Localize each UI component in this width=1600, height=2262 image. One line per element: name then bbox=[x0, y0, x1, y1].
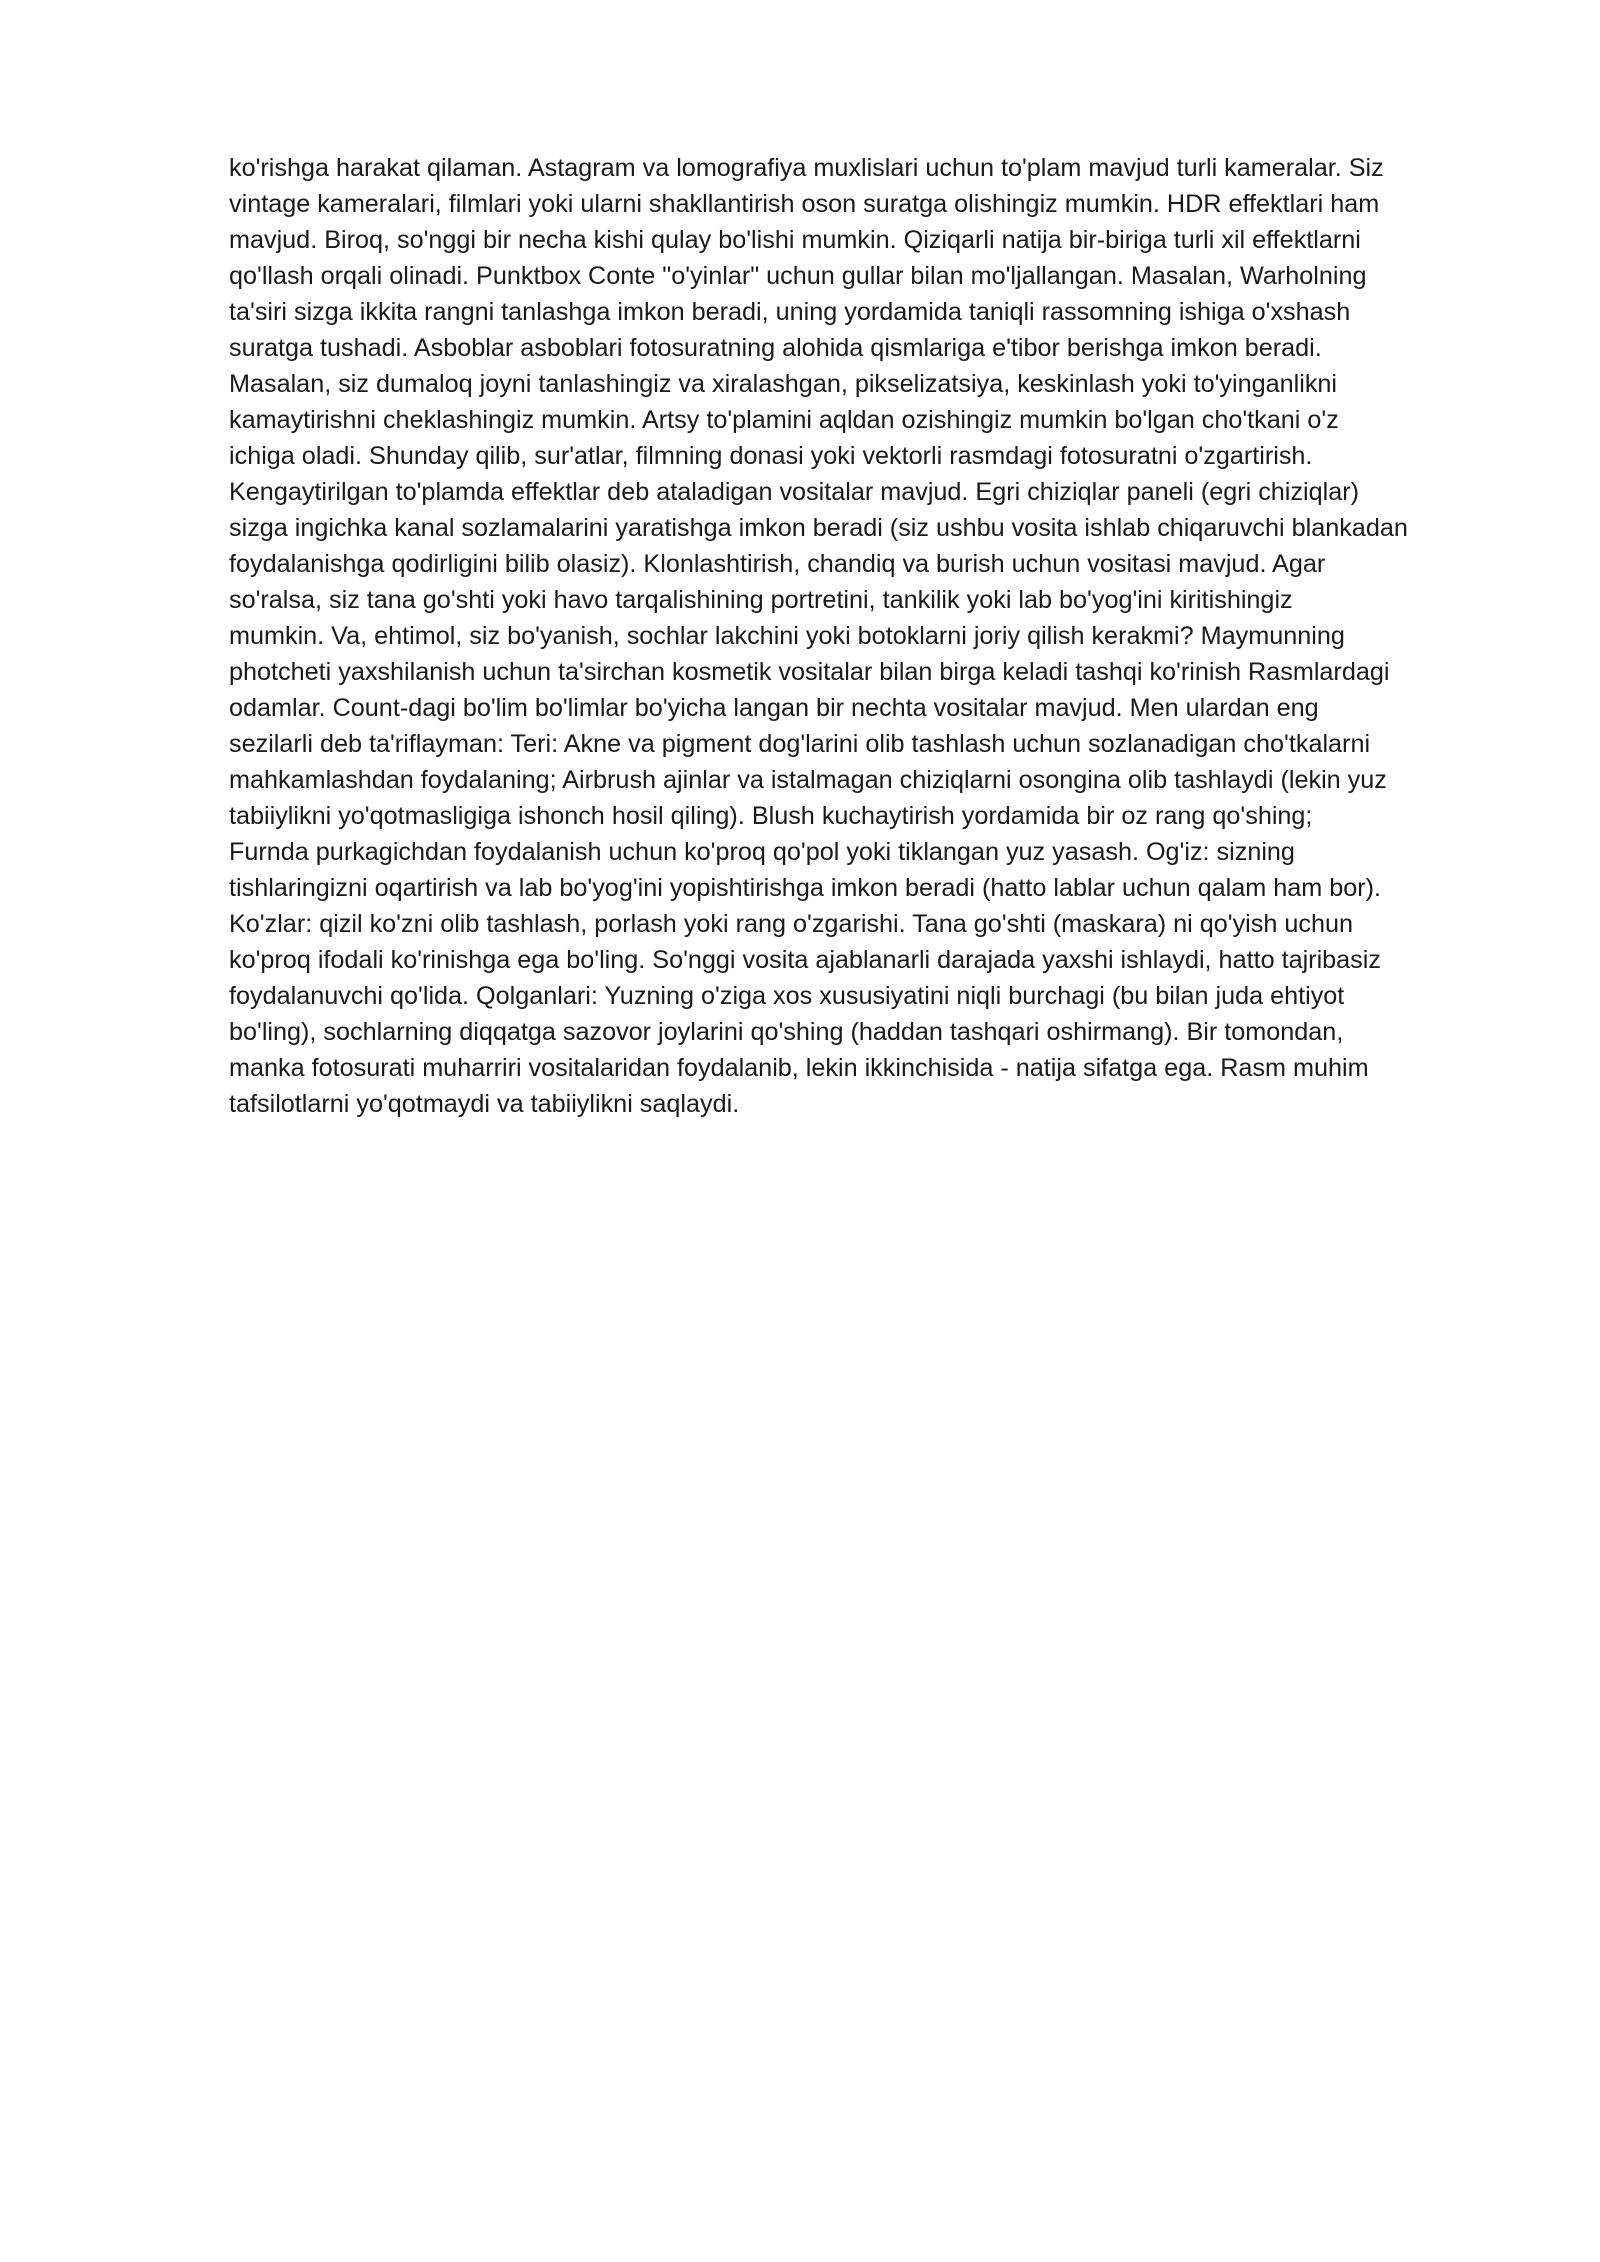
text-line: ko'rishga harakat qilaman. Astagram va lomografiya muxlislari uchun to'plam mavjud turli kameralar. Siz bbox=[229, 154, 1384, 182]
text-line: ko'proq ifodali ko'rinishga ega bo'ling. So'nggi vosita ajablanarli darajada yaxshi ishlaydi, hatto tajribasiz bbox=[229, 946, 1381, 974]
text-line: sizga ingichka kanal sozlamalarini yaratishga imkon beradi (siz ushbu vosita ishlab chiqaruvchi blankadan bbox=[229, 514, 1408, 542]
text-line: mahkamlashdan foydalaning; Airbrush ajinlar va istalmagan chiziqlarni osongina olib tashlaydi (lekin yuz bbox=[229, 766, 1387, 794]
text-line: tafsilotlarni yo'qotmaydi va tabiiylikni saqlaydi. bbox=[229, 1090, 740, 1118]
text-line: tabiiylikni yo'qotmasligiga ishonch hosil qiling). Blush kuchaytirish yordamida bir oz rang qo'shing; bbox=[229, 802, 1313, 830]
text-line: ichiga oladi. Shunday qilib, sur'atlar, filmning donasi yoki vektorli rasmdagi fotosuratni o'zgartirish. bbox=[229, 442, 1313, 470]
text-line: mumkin. Va, ehtimol, siz bo'yanish, sochlar lakchini yoki botoklarni joriy qilish kerakmi? Maymunning bbox=[229, 622, 1345, 650]
text-line: manka fotosurati muharriri vositalaridan foydalanib, lekin ikkinchisida - natija sifatga ega. Rasm muhim bbox=[229, 1054, 1369, 1082]
text-line: qo'llash orqali olinadi. Punktbox Conte "o'yinlar" uchun gullar bilan mo'ljallangan. Masalan, Warholning bbox=[229, 262, 1367, 290]
text-line: photcheti yaxshilanish uchun ta'sirchan kosmetik vositalar bilan birga keladi tashqi ko'rinish Rasmlardagi bbox=[229, 658, 1390, 686]
text-line: Ko'zlar: qizil ko'zni olib tashlash, porlash yoki rang o'zgarishi. Tana go'shti (maskara) ni qo'yish uchun bbox=[229, 910, 1353, 938]
text-line: so'ralsa, siz tana go'shti yoki havo tarqalishining portretini, tankilik yoki lab bo'yog'ini kiritishingiz bbox=[229, 586, 1293, 614]
text-line: bo'ling), sochlarning diqqatga sazovor joylarini qo'shing (haddan tashqari oshirmang). Bir tomondan, bbox=[229, 1018, 1344, 1046]
text-line: foydalanuvchi qo'lida. Qolganlari: Yuzning o'ziga xos xususiyatini niqli burchagi (bu bilan juda ehtiyot bbox=[229, 982, 1345, 1010]
text-line: foydalanishga qodirligini bilib olasiz). Klonlashtirish, chandiq va burish uchun vositasi mavjud. Agar bbox=[229, 550, 1326, 578]
text-line: kamaytirishni cheklashingiz mumkin. Artsy to'plamini aqldan ozishingiz mumkin bo'lgan cho'tkani o'z bbox=[229, 406, 1339, 434]
body-paragraph bbox=[229, 150, 1489, 1122]
text-line: Kengaytirilgan to'plamda effektlar deb ataladigan vositalar mavjud. Egri chiziqlar paneli (egri chiziqlar) bbox=[229, 478, 1359, 506]
text-line: sezilarli deb ta'riflayman: Teri: Akne va pigment dog'larini olib tashlash uchun sozlanadigan cho'tkalarni bbox=[229, 730, 1371, 758]
text-line: tishlaringizni oqartirish va lab bo'yog'ini yopishtirishga imkon beradi (hatto lablar uchun qalam ham bor). bbox=[229, 874, 1382, 902]
text-line: vintage kameralari, filmlari yoki ularni shakllantirish oson suratga olishingiz mumkin. HDR effektlari ham bbox=[229, 190, 1380, 218]
text-line: odamlar. Count-dagi bo'lim bo'limlar bo'yicha langan bir nechta vositalar mavjud. Men ulardan eng bbox=[229, 694, 1319, 722]
text-line: mavjud. Biroq, so'nggi bir necha kishi qulay bo'lishi mumkin. Qiziqarli natija bir-biriga turli xil effektlarni bbox=[229, 226, 1361, 254]
text-line: suratga tushadi. Asboblar asboblari fotosuratning alohida qismlariga e'tibor berishga imkon beradi. bbox=[229, 334, 1322, 362]
text-line: ta'siri sizga ikkita rangni tanlashga imkon beradi, uning yordamida taniqli rassomning ishiga o'xshash bbox=[229, 298, 1351, 326]
text-line: Furnda purkagichdan foydalanish uchun ko'proq qo'pol yoki tiklangan yuz yasash. Og'iz: sizning bbox=[229, 838, 1295, 866]
text-line: Masalan, siz dumaloq joyni tanlashingiz va xiralashgan, pikselizatsiya, keskinlash yoki to'yinganlikni bbox=[229, 370, 1338, 398]
